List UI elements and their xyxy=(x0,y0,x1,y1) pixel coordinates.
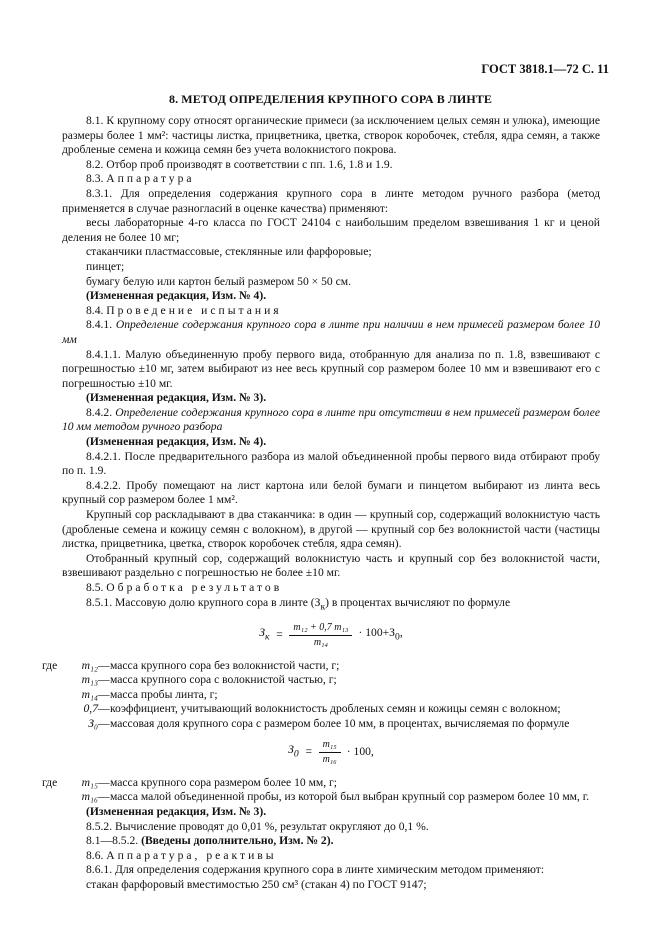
definition-text: масса крупного сора с волокнистой частью, г; xyxy=(110,673,337,687)
definition-sym: 0,7 xyxy=(83,702,98,716)
definition-text: массовая доля крупного сора с размером более 10 мм, в процентах, вычисляемая по формуле xyxy=(110,717,570,731)
list-item-paper: бумагу белую или картон белый размером 50 × 50 см. xyxy=(86,274,351,288)
paragraph-8-4-1: 8.4.1. Определение содержания крупного сора в линте при наличии в нем примесей размером более 10 мм xyxy=(62,318,600,346)
definition-text: коэффициент, учитывающий волокнистость дробленых семян и кожицы семян с волокном; xyxy=(110,702,561,716)
paragraph-8-4-2-1: 8.4.2.1. После предварительного разбора из малой объединенной пробы первого вида отбирают пробу по п. 1.9. xyxy=(62,449,600,478)
definition-row xyxy=(42,688,602,703)
definition-row xyxy=(42,659,602,674)
paragraph-8-5-2: 8.5.2. Вычисление проводят до 0,01 %, результат округляют до 0,1 %. xyxy=(86,819,429,833)
formula-1-definitions xyxy=(42,659,602,732)
definition-dash: — xyxy=(98,717,110,731)
definition-dash: — xyxy=(98,673,110,687)
amendment-note-added: 8.1—8.5.2. (Введены дополнительно, Изм. № 2). xyxy=(86,834,334,848)
formula-2-definitions xyxy=(42,776,602,805)
definition-sym: m₁₂ xyxy=(81,658,98,672)
paragraph-8-4-1-1: 8.4.1.1. Малую объединенную пробу первого вида, отобранную для анализа по п. 1.8, взвешивают с погрешностью ±10 мг, затем выбирают из нее весь крупный сор размером более 10 мм и взвешивают его с погрешностью ±10 мг. xyxy=(62,347,600,390)
definition-where xyxy=(42,790,60,805)
definition-dash: — xyxy=(98,775,110,789)
definition-text: масса крупного сора размером более 10 мм, г; xyxy=(110,775,338,789)
definition-row xyxy=(42,702,602,717)
amendment-note: (Измененная редакция, Изм. № 3). xyxy=(86,805,267,819)
definition-text: масса крупного сора без волокнистой части, г; xyxy=(110,658,340,672)
definition-text: масса пробы линта, г; xyxy=(110,687,218,701)
definition-sym: m₁₃ xyxy=(81,673,98,687)
definition-row xyxy=(42,776,602,791)
paragraph-8-5-1: 8.5.1. Массовую долю крупного сора в линте $(З_к)$ в процентах вычисляют по формуле xyxy=(86,595,511,612)
definition-sym: З₀ xyxy=(88,717,98,731)
definition-row xyxy=(42,790,602,805)
paragraph-8-3-1: 8.3.1. Для определения содержания крупного сора в линте методом ручного разбора (метод применяется в случае разногласий в оценке качества) применяют: xyxy=(62,186,600,215)
paragraph-8-4: 8.4. Проведение испытания xyxy=(86,303,282,317)
list-item-tweezers: пинцет; xyxy=(86,259,125,273)
definition-row xyxy=(42,717,602,732)
definition-where xyxy=(42,717,60,732)
definition-sym: m₁₅ xyxy=(81,775,98,789)
document-body xyxy=(42,114,600,893)
definition-dash: — xyxy=(98,702,110,716)
formula-1: $З_к$ = $\frac{\text{m₁₂ + 0,7 m₁₃}}{\text{m₁₄}}$ · $100+З_0$, xyxy=(259,621,403,649)
definition-dash: — xyxy=(98,658,110,672)
paragraph-8-6-1: 8.6.1. Для определения содержания крупного сора в линте химическим методом применяют: xyxy=(86,863,545,877)
definition-where: где xyxy=(42,658,58,672)
amendment-note: (Измененная редакция, Изм. № 4). xyxy=(86,289,267,303)
paragraph-8-5: 8.5. Обработка результатов xyxy=(86,581,283,594)
definition-where xyxy=(42,702,60,717)
definition-dash: — xyxy=(98,790,110,804)
paragraph-8-4-2-2: 8.4.2.2. Пробу помещают на лист картона или белой бумаги и пинцетом выбирают из линта весь крупный сор размером более 1 мм². xyxy=(62,478,600,507)
paragraph-8-6: 8.6. Аппаратура, реактивы xyxy=(86,848,277,862)
paragraph-8-2: 8.2. Отбор проб производят в соответствии с пп. 1.6, 1.8 и 1.9. xyxy=(86,157,393,171)
paragraph-sorting: Крупный сор раскладывают в два стаканчика: в один — крупный сор, содержащий волокнистую часть (дробленые семена и кожицу семян с волокном), в другой — крупный сор без волокнистой части (частицы листка, прицветника, цветка, створок коробочек стебля, ядра семян). xyxy=(62,508,600,551)
definition-row xyxy=(42,673,602,688)
page-header: ГОСТ 3818.1—72 С. 11 xyxy=(481,62,609,76)
section-title: 8. МЕТОД ОПРЕДЕЛЕНИЯ КРУПНОГО СОРА В ЛИНТЕ xyxy=(168,92,493,106)
amendment-note: (Измененная редакция, Изм. № 4). xyxy=(86,435,267,449)
amendment-note: (Измененная редакция, Изм. № 3). xyxy=(86,391,267,405)
paragraph-8-1: 8.1. К крупному сору относят органические примеси (за исключением целых семян и улюка), имеющие размеры более 1 мм²: частицы листка, прицветника, цветка, створок коробочек, стебля, ядра семян, а также дробленые семена и кожица семян без учета волокнистого покрова. xyxy=(62,114,600,157)
paragraph-8-4-2: 8.4.2. Определение содержания крупного сора в линте при отсутствии в нем примесей размером более 10 мм методом ручного разбора xyxy=(62,405,600,434)
definition-dash: — xyxy=(98,687,110,701)
list-item-cups: стаканчики пластмассовые, стеклянные или фарфоровые; xyxy=(86,245,372,259)
formula-2: $З_0$ = $\frac{\text{m₁₅}}{\text{m₁₆}}$ · 100, xyxy=(288,738,374,766)
definition-where: где xyxy=(42,775,58,789)
definition-text: масса малой объединенной пробы, из которой был выбран крупный сор размером более 10 мм, г. xyxy=(110,790,590,804)
paragraph-8-3: 8.3. Аппаратура xyxy=(86,172,195,186)
definition-where xyxy=(42,688,60,703)
definition-sym: m₁₄ xyxy=(81,687,98,701)
definition-sym: m₁₆ xyxy=(81,790,98,804)
list-item-porcelain-cup: стакан фарфоровый вместимостью 250 см³ (стакан 4) по ГОСТ 9147; xyxy=(86,878,427,891)
list-item-scales: весы лабораторные 4-го класса по ГОСТ 24104 с наибольшим пределом взвешивания 1 кг и ценой деления не более 10 мг; xyxy=(62,216,600,244)
paragraph-weighing: Отобранный крупный сор, содержащий волокнистую часть и крупный сор без волокнистой части, взвешивают раздельно с погрешностью не более ±10 мг. xyxy=(62,551,600,580)
definition-where xyxy=(42,673,60,688)
